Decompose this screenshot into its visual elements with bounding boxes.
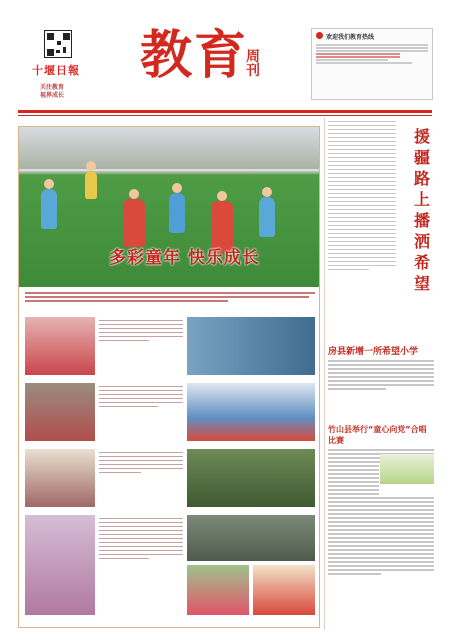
child-figure (85, 171, 97, 199)
child-figure (123, 199, 145, 247)
hotline-title: 欢迎我们教育热线 (312, 29, 432, 43)
news-photo (187, 515, 315, 561)
news-photo (25, 449, 95, 507)
masthead (0, 0, 450, 106)
news-photo (25, 383, 95, 441)
right-column (324, 118, 434, 630)
sidebar-article (328, 118, 396, 273)
news-photo (25, 317, 95, 375)
brand-logo: 十堰日報 (32, 64, 80, 77)
slogan (40, 84, 64, 100)
story-title: 竹山县举行“童心向党”合唱比赛 (328, 425, 427, 445)
news-photo (25, 515, 95, 615)
story-title: 房县新增一所希望小学 (328, 347, 419, 357)
news-photo (187, 565, 249, 615)
secondary-story-2 (328, 422, 434, 577)
secondary-story-1 (328, 342, 434, 392)
slogan-line-1: 关注教育 (40, 84, 65, 91)
list-item (25, 515, 315, 619)
news-photo (380, 454, 434, 484)
page-title: 教育 (140, 25, 249, 86)
child-figure (259, 197, 275, 237)
list-item (25, 317, 315, 379)
header-rule-thin (18, 115, 432, 116)
list-item (25, 383, 315, 445)
cover-story (18, 126, 320, 628)
news-photo (187, 383, 315, 441)
header-rule (18, 110, 432, 113)
news-photo (253, 565, 315, 615)
qr-code-icon (44, 30, 72, 58)
child-figure (41, 189, 57, 229)
child-figure (169, 193, 185, 233)
cover-photo (19, 127, 319, 287)
news-photo (187, 317, 315, 375)
column-divider (324, 118, 325, 630)
news-photo (187, 449, 315, 507)
stadium-stand (19, 127, 319, 169)
slogan-line-2: 视界成长 (40, 92, 65, 99)
cover-headline: 多彩童年 快乐成长 (109, 248, 260, 268)
lead-paragraph (25, 290, 315, 312)
list-item (25, 449, 315, 511)
page-title-sub: 周刊 (246, 49, 260, 79)
sidebar-vertical-title: 援疆路上播洒希望 (413, 127, 430, 293)
hotline-box (311, 28, 433, 100)
hotline-text (316, 44, 428, 46)
